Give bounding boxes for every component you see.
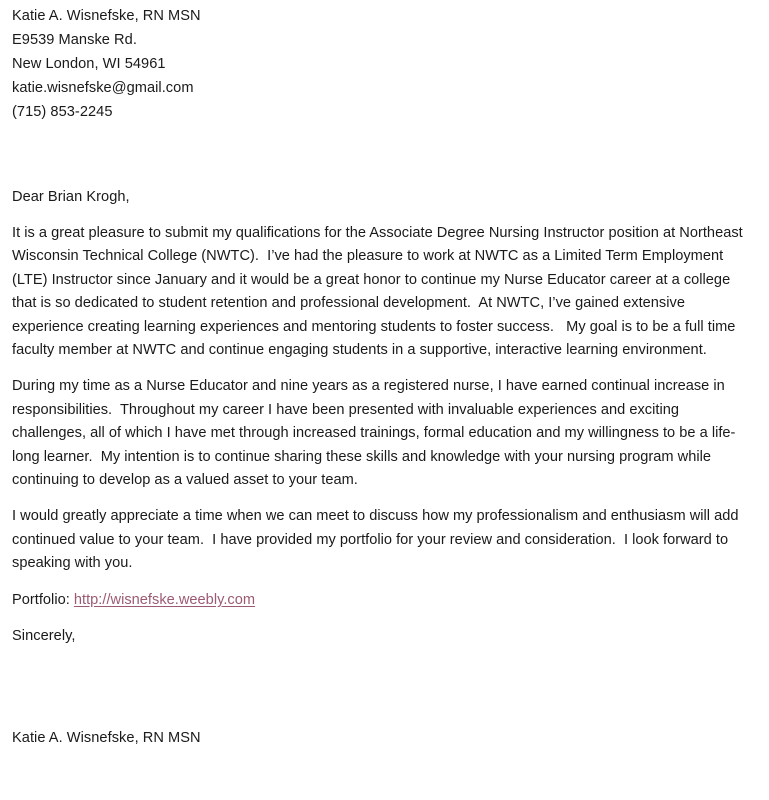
signature-name: Katie A. Wisnefske, RN MSN: [12, 730, 201, 746]
closing-salutation: Sincerely,: [12, 628, 76, 645]
sender-email: katie.wisnefske@gmail.com: [12, 80, 194, 96]
body-paragraph-3: I would greatly appreciate a time when we can meet to discuss how my professionalism and enthusiasm will add continued value to your team. I have provided my portfolio for your review and consideration. I look forward to speaking with you.: [12, 508, 743, 572]
sender-name: Katie A. Wisnefske, RN MSN: [12, 8, 201, 24]
salutation: Dear Brian Krogh,: [12, 189, 130, 205]
portfolio-line: [12, 576, 750, 613]
portfolio-label: Portfolio:: [12, 591, 74, 608]
body-paragraph-1: It is a great pleasure to submit my qualifications for the Associate Degree Nursing Instructor position at Northeast Wisconsin Technical College (NWTC). I’ve had the pleasure to work at NWTC as a Limited Term Employment (LTE) Instructor since January and it would be a great honor to continue my Nurse Educator career at a college that is so dedicated to student retention and professional development. At NWTC, I’ve gained extensive experience creating learning experiences and mentoring students to foster success. My goal is to be a full time faculty member at NWTC and continue engaging students in a supportive, interactive learning environment.: [12, 224, 747, 359]
sender-street-address: E9539 Manske Rd.: [12, 32, 137, 48]
letterhead-salutation-spacer: [12, 124, 750, 186]
sender-phone: (715) 853-2245: [12, 104, 113, 120]
body-paragraph-2: During my time as a Nurse Educator and nine years as a registered nurse, I have earned continual increase in responsibilities. Throughout my career I have been presented with invaluable experiences and exciting challenges, all of which I have met through increased trainings, formal education and my willingness to be a life-long learner. My intention is to continue sharing these skills and knowledge with your nursing program while continuing to develop as a valued asset to your team.: [12, 378, 736, 489]
letterhead-block: [12, 0, 750, 124]
signature-space: [12, 649, 750, 727]
portfolio-url-link[interactable]: http://wisnefske.weebly.com: [73, 591, 256, 608]
sender-city-state-zip: New London, WI 54961: [12, 56, 166, 72]
